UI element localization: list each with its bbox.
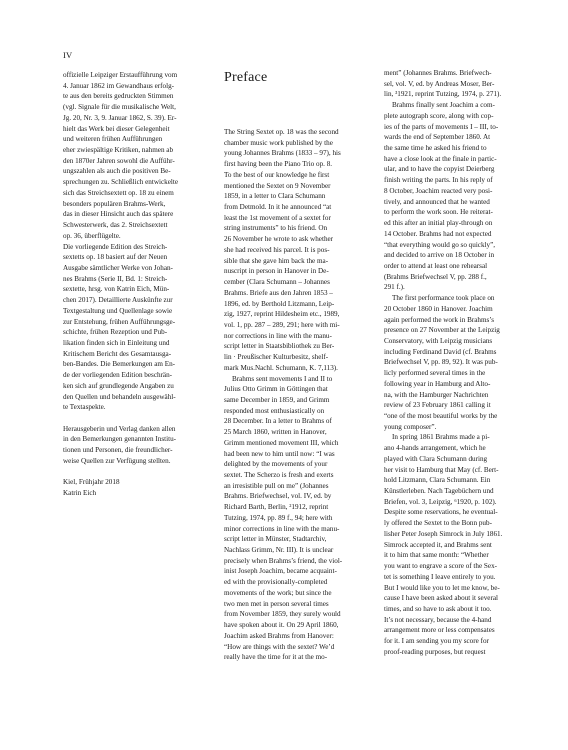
text-line: movements of the work; but since the [224,588,332,597]
text-line: script letter in Münster, Stadtarchiv, [224,535,327,544]
text-line: Joachim asked Brahms from Hanover: [224,631,334,640]
text-line: order to attend at least one rehearsal [384,261,488,270]
text-line: it to him that same month: “Whether [384,551,489,560]
text-line: Herausgeberin und Verlag danken allen [63,424,176,433]
text-line: Kritischem Bericht des Gesamtausga- [63,349,172,358]
text-line: inist Joseph Joachim, became acquaint- [224,567,337,576]
text-line: have a close look at the finale in partic- [384,154,497,163]
text-line: weise Quellen zur Verfügung stellten. [63,456,171,465]
text-line: ment” (Johannes Brahms. Briefwech- [384,69,492,77]
text-line: Kiel, Frühjahr 2018 [63,478,120,487]
text-line: den 1870er Jahren sowohl die Aufführ- [63,156,175,165]
text-line: 20 October 1860 in Hanover. Joachim [384,304,493,313]
english-paragraph-3 [384,68,512,100]
german-column [63,70,201,499]
english-paragraph-1 [224,127,364,374]
text-line: sextetts op. 18 basiert auf der Neuen [63,253,168,262]
text-line: finish writing the parts. In his reply of [384,176,493,185]
text-line: young composer”. [384,422,437,431]
text-line: ben-Bandes. Die Bemerkungen am En- [63,360,176,369]
text-line: To the best of our knowledge he first [224,170,330,179]
text-line: tet is something I leave entirely to you. [384,572,496,581]
text-line: sible that she gave him back the ma- [224,256,329,265]
text-line: ly offered the Sextet to the Bonn pub- [384,519,492,528]
text-line: ungszahlen als auch die positiven Be- [63,167,171,176]
text-line: sich das Streichsextett op. 18 zu einem [63,188,174,197]
text-line: 4. Januar 1862 im Gewandhaus erfolg- [63,81,175,90]
text-line: including Ferdinand David (cf. Brahms [384,347,497,356]
text-line: das in dieser Hinsicht auch das spätere [63,210,174,219]
text-line: likation finden sich in Einleitung und [63,338,170,347]
text-line: op. 36, überflügelte. [63,231,121,240]
text-line: Textgestaltung und Quellenlage sowie [63,306,173,315]
text-line: vol. 1, pp. 287 – 289, 291; here with mi- [224,320,340,329]
text-line: an irresistible pull on me” (Johannes [224,481,329,490]
text-line: tionen und Personen, die freundlicher- [63,446,173,455]
text-line: played with Clara Schumann during [384,454,488,463]
text-line: te Textaspekte. [63,403,106,412]
text-line: Despite some reservations, he eventual- [384,508,498,517]
english-column-right [384,68,512,658]
text-line: de der vorliegenden Edition beschrän- [63,371,173,380]
text-line: Tutzing, 1974, pp. 89 f., 94; here with [224,513,333,522]
text-line: two men met in person several times [224,599,329,608]
text-line: “that everything would go so quickly”, [384,240,496,249]
text-line: Katrin Eich [63,488,97,497]
text-line: Richard Barth, Berlin, ²1912, reprint [224,503,329,512]
text-line: “one of the most beautiful works by the [384,412,498,420]
text-line: na, with the Hamburger Nachrichten [384,390,489,399]
text-line: for it. I am sending you my score for [384,637,489,646]
german-acknowledgement [63,424,201,467]
text-line: plete autograph score, along with cop- [384,111,494,120]
text-line: cause I have been asked about it several [384,594,498,603]
text-line: Grimm mentioned movement III, which [224,438,339,447]
text-line: “How are things with the sextet? We’d [224,642,335,651]
page-number: IV [63,50,73,60]
text-line: script letter in Staatsbibliothek zu Ber- [224,342,335,351]
text-line: 25 March 1860, written in Hanover, [224,428,327,437]
preface-title: Preface [224,70,268,85]
text-line: young Johannes Brahms (1833 – 97), his [224,149,341,158]
text-line: Briefwechsel V, pp. 89, 92). It was pub- [384,358,498,367]
text-line: sextet. The Scherzo is fresh and exerts [224,471,334,479]
text-line: have spoken about it. On 29 April 1860, [224,621,339,630]
text-line: wards the end of September 1860. At [384,133,491,142]
text-line: In spring 1861 Brahms made a pi- [392,433,490,442]
text-line: from November 1859, they surely would [224,610,341,619]
text-line: Ausgabe sämtlicher Werke von Johan- [63,263,173,272]
text-line: schichte, frühen Rezeption und Pub- [63,328,168,337]
text-line: tively, and announced that he wanted [384,197,490,206]
text-line: first having been the Piano Trio op. 8. [224,160,333,169]
text-line: arrangement more or less compensates [384,626,495,635]
text-line: den Quellen und behandeln ausgewähl- [63,392,176,401]
text-line: The String Sextet op. 18 was the second [224,128,339,136]
english-column-middle [224,127,364,663]
text-line: ken sich auf grundlegende Angaben zu [63,381,174,390]
text-line: responded most enthusiastically on [224,406,325,415]
text-line: mark Mus.Nachl. Schumann, K. 7,113). [224,363,338,372]
text-line: ular, and to have the copyist Deierberg [384,165,495,174]
text-line: sel, vol. V, ed. by Andreas Moser, Ber- [384,79,495,88]
text-line: you want to engrave a score of the Sex- [384,562,498,571]
text-line: mentioned the Sextet on 9 November [224,181,331,190]
text-line: following year in Hamburg and Alto- [384,379,491,388]
text-line: and decided to arrive on 18 October in [384,251,495,260]
text-line: the same time he asked his friend to [384,144,487,153]
text-line: 1896, ed. by Berthold Litzmann, Leip- [224,299,335,308]
text-line: presence on 27 November at the Leipzig [384,326,500,335]
text-line: hielt das Werk bei dieser Gelegenheit [63,124,170,133]
text-line: 14 October. Brahms had not expected [384,229,492,238]
text-line: string instruments” to his friend. On [224,224,328,233]
text-line: she had received his parcel. It is pos- [224,245,330,254]
text-line: delighted by the movements of your [224,460,328,469]
text-line: nuscript in person in Hanover in De- [224,267,329,276]
text-line: 1859, in a letter to Clara Schumann [224,192,326,201]
text-line: precisely when Brahms’s friend, the viol- [224,556,343,565]
text-line: to perform the work soon. He reiterat- [384,208,493,217]
text-line: Brahms finally sent Joachim a com- [392,101,495,110]
text-line: besonders populären Brahms-Werk, [63,199,166,208]
text-line: ano 4-hands arrangement, which he [384,444,486,453]
text-line: zig, 1927, reprint Hildesheim etc., 1989, [224,310,340,319]
text-line: 291 f.). [384,283,405,292]
text-line: Nachlass Grimm, Nr. III). It is unclear [224,546,334,555]
text-line: The first performance took place on [392,294,495,303]
text-line: really have the time for it at the mo- [224,653,328,662]
text-line: nes Brahms (Serie II, Bd. 1: Streich- [63,274,168,283]
german-paragraph-1 [63,70,201,242]
text-line: in den Bemerkungen genannten Institu- [63,435,177,444]
text-line: offizielle Leipziger Erstaufführung vom [63,71,178,79]
text-line: Die vorliegende Edition des Streich- [63,242,168,251]
text-line: nor corrections in line with the manu- [224,331,332,340]
text-line: eher zwiespältige Kritiken, nahmen ab [63,146,174,155]
german-paragraph-2 [63,242,201,414]
text-line: chamber music work published by the [224,138,333,147]
text-line: Conservatory, with Leipzig musicians [384,336,493,345]
text-line: But I would like you to let me know, be- [384,583,500,592]
text-line: Jg. 20, Nr. 3, 9. Januar 1862, S. 39). Er- [63,113,177,122]
text-line: sextette, hrsg. von Katrin Eich, Mün- [63,285,170,294]
text-line: ed this after an initial play-through on [384,219,493,228]
text-line: lisher Peter Joseph Simrock in July 1861. [384,529,503,538]
text-line: ies of the parts of movements I – III, to- [384,122,499,131]
text-line: zur Entstehung, frühen Aufführungsge- [63,317,176,326]
text-line: It’s not necessary, because the 4-hand [384,615,492,624]
text-line: Brahms sent movements I and II to [232,374,333,383]
text-line: minor corrections in line with the manu- [224,524,340,533]
text-line: (Brahms Briefwechsel V, pp. 288 f., [384,272,487,281]
text-line: licly performed several times in the [384,369,486,378]
text-line: review of 23 February 1861 calling it [384,401,491,410]
text-line: Schwesterwerk, das 2. Streichsextett [63,221,168,230]
text-line: chen 2017). Detaillierte Auskünfte zur [63,296,173,305]
text-line: Briefen, vol. 3, Leipzig, ⁶1920, p. 102). [384,497,497,506]
text-line: proof-reading purposes, but request [384,647,486,656]
text-line: Simrock accepted it, and Brahms sent [384,540,492,549]
text-line: Brahms. Briefwechsel, vol. IV, ed. by [224,492,332,501]
text-line: same December in 1859, and Grimm [224,395,330,404]
text-line: cember (Clara Schumann – Johannes [224,278,330,287]
text-line: lin, ³1921, reprint Tutzing, 1974, p. 271). [384,90,502,99]
text-line: Julius Otto Grimm in Göttingen that [224,385,328,394]
text-line: ed with the provisionally-completed [224,578,328,587]
german-signoff [63,477,201,498]
text-line: times, and so have to ask about it too. [384,604,492,613]
text-line: Künstlerleben. Nach Tagebüchern und [384,487,494,496]
english-paragraph-6 [384,432,512,657]
text-line: und weiteren frühen Aufführungen [63,135,163,144]
text-line: (vgl. Signale für die musikalische Welt, [63,103,176,112]
english-paragraph-5 [384,293,512,432]
english-paragraph-2 [224,374,364,663]
text-line: 8 October, Joachim reacted very posi- [384,186,493,195]
text-line: sprechungen zu. Schließlich entwickelte [63,178,179,187]
text-line: least the 1st movement of a sextet for [224,213,331,222]
text-line: from Detmold. In it he announced “at [224,203,332,212]
text-line: 28 December. In a letter to Brahms of [224,417,332,426]
text-line: Brahms. Briefe aus den Jahren 1853 – [224,288,333,297]
text-line: 26 November he wrote to ask whether [224,235,334,244]
text-line: again performed the work in Brahms’s [384,315,495,324]
text-line: had been new to him until now: “I was [224,449,335,458]
text-line: her visit to Hamburg that May (cf. Bert- [384,465,499,474]
text-line: lin · Preußischer Kulturbesitz, shelf- [224,353,329,362]
english-paragraph-4 [384,100,512,293]
text-line: te aus den bereits gedruckten Stimmen [63,92,174,101]
text-line: hold Litzmann, Clara Schumann. Ein [384,476,491,485]
